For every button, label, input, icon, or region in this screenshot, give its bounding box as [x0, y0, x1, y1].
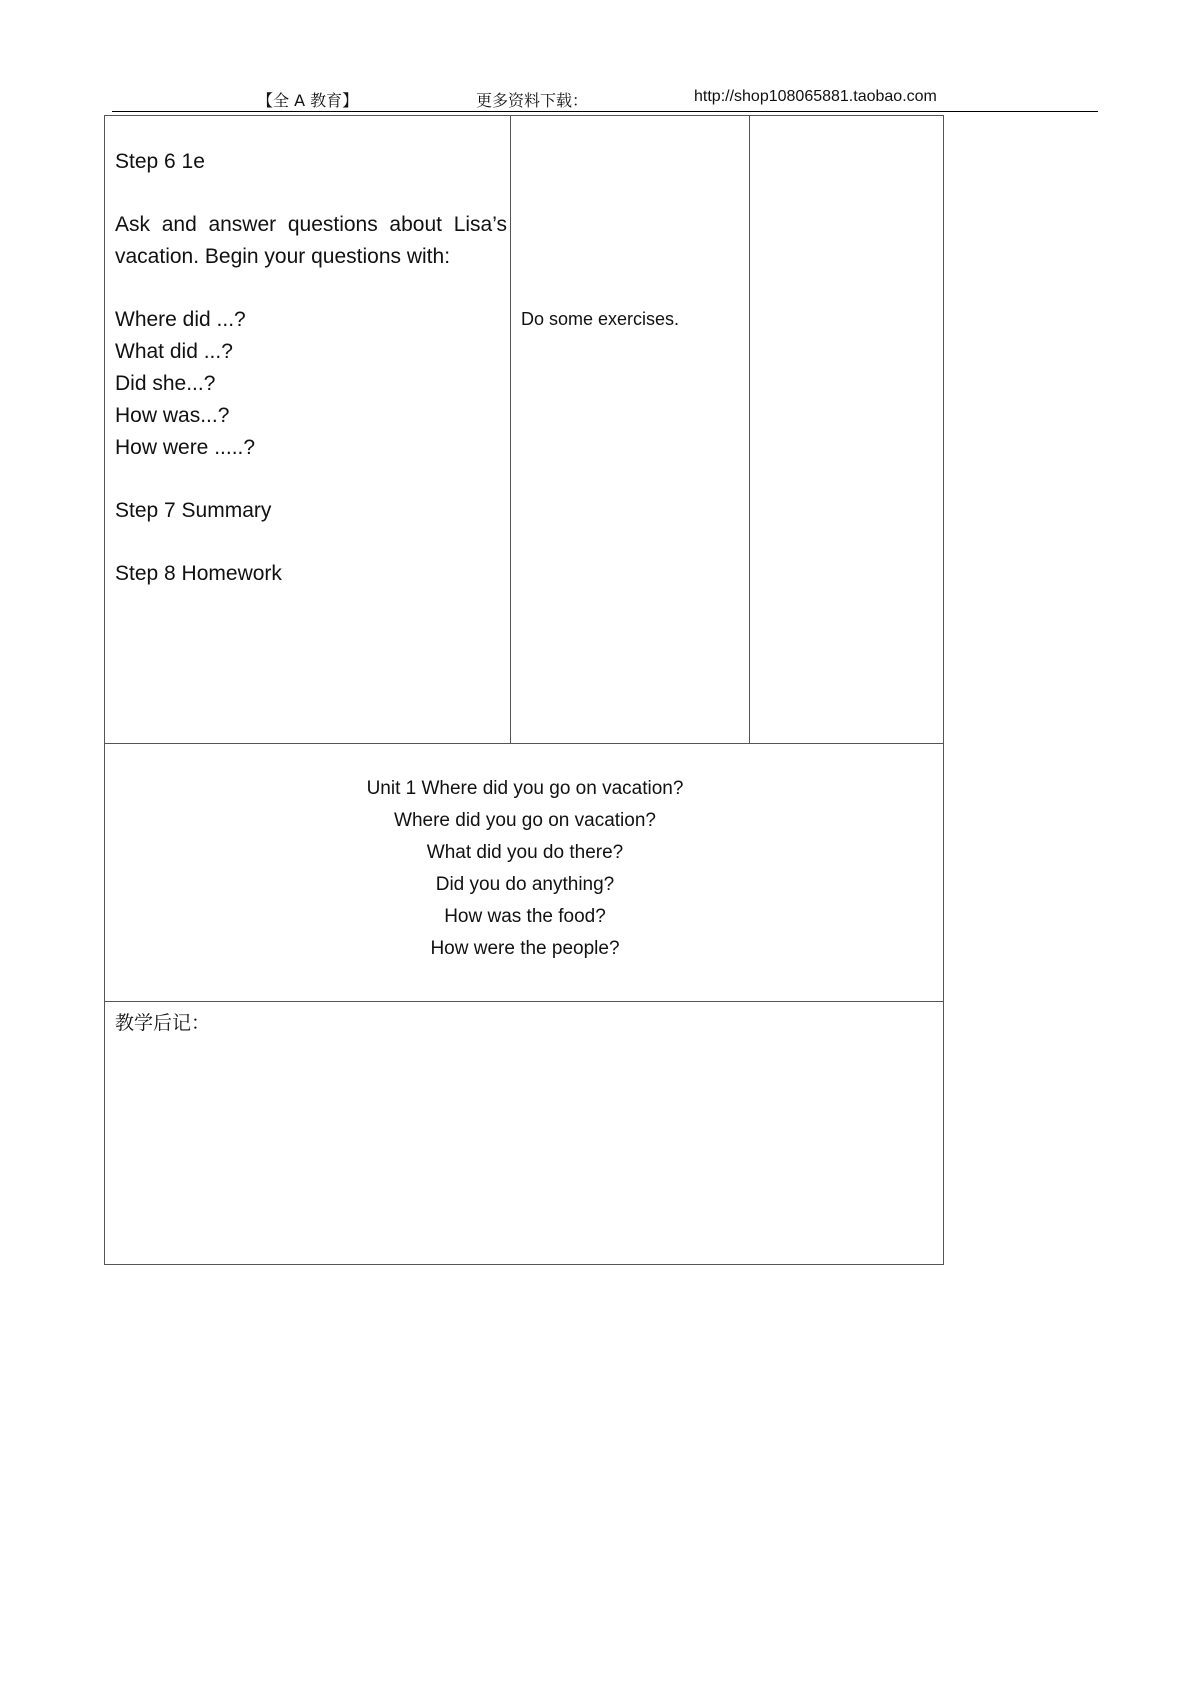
blackboard-line: What did you do there? — [426, 842, 624, 863]
blackboard-line: How was the food? — [444, 906, 606, 927]
blackboard-line: Did you do anything? — [435, 874, 615, 895]
column-divider — [510, 116, 511, 744]
step8-homework: Step 8 Homework — [115, 562, 282, 585]
column-divider — [749, 116, 750, 744]
question-item: What did ...? — [115, 340, 233, 363]
blackboard-line: Where did you go on vacation? — [394, 810, 656, 831]
question-item: How was...? — [115, 404, 230, 427]
question-item: Did she...? — [115, 372, 216, 395]
header-url-link[interactable]: http://shop108065881.taobao.com — [694, 88, 937, 105]
student-activity-cell: Do some exercises. — [521, 309, 680, 329]
step6-instruction: Ask and answer questions about Lisa’s vacation. Begin your questions with: — [115, 213, 507, 268]
blackboard-design — [105, 773, 945, 965]
blackboard-line: Unit 1 Where did you go on vacation? — [366, 778, 684, 799]
row-divider — [105, 1001, 943, 1002]
page-header — [112, 86, 1098, 110]
lesson-table — [104, 115, 944, 1265]
step7-summary: Step 7 Summary — [115, 499, 272, 522]
header-more-download: 更多资料下载： — [476, 91, 589, 110]
teaching-steps-cell — [115, 146, 507, 590]
question-item: Where did ...? — [115, 308, 246, 331]
row-divider — [105, 743, 943, 744]
blackboard-line: How were the people? — [430, 938, 620, 959]
header-divider — [112, 111, 1098, 112]
teaching-reflection-label: 教学后记： — [115, 1012, 211, 1034]
step6-title: Step 6 1e — [115, 150, 205, 173]
question-item: How were .....? — [115, 436, 256, 459]
header-brand: 【全 A 教育】 — [257, 91, 359, 110]
